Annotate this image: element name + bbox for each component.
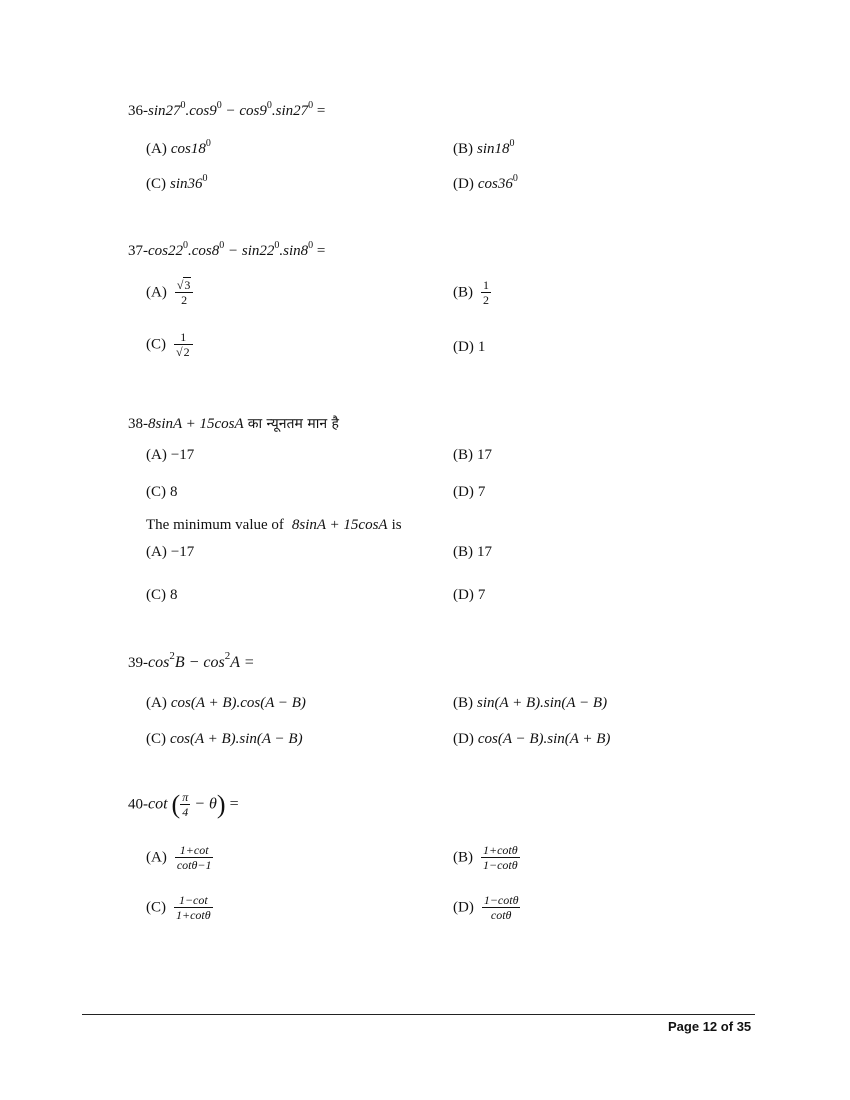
option-label: (A)	[146, 141, 167, 157]
fraction-numerator: 1+cot	[175, 843, 214, 858]
degree: 0	[512, 173, 518, 184]
expr-part: sin27	[148, 103, 181, 119]
option-b	[453, 543, 492, 561]
option-d	[453, 338, 485, 356]
degree: 0	[219, 240, 225, 251]
fraction-denominator: cotθ	[490, 908, 512, 922]
fraction-denominator: 4	[182, 805, 189, 819]
fraction-denominator: 1+cotθ	[176, 908, 211, 922]
fraction	[481, 278, 491, 308]
option-a	[146, 278, 193, 308]
question-36	[128, 102, 325, 120]
option-d	[453, 893, 520, 923]
expr-part: − θ	[194, 795, 217, 813]
expr-part: − sin22	[224, 243, 275, 259]
fraction-numerator: 1+cotθ	[483, 843, 518, 857]
option-label: (C)	[146, 587, 166, 603]
option-label: (C)	[146, 484, 166, 500]
option-label: (C)	[146, 176, 166, 192]
option-label: (D)	[453, 899, 474, 916]
fraction-denominator: 2	[183, 345, 190, 359]
degree: 0	[180, 100, 186, 111]
option-d	[453, 483, 485, 501]
degree: 0	[509, 138, 515, 149]
option-b	[453, 694, 607, 712]
option-c	[146, 586, 178, 604]
question-38	[128, 414, 339, 433]
fraction-denominator: 2	[181, 293, 188, 307]
option-text: cos(A − B).sin(A + B)	[477, 731, 611, 747]
option-text: −17	[170, 447, 195, 463]
degree: 0	[216, 100, 222, 111]
expr-part: − cos9	[221, 103, 267, 119]
degree: 0	[202, 173, 208, 184]
fraction	[482, 893, 521, 923]
question-40	[128, 790, 239, 820]
expr-part: =	[313, 243, 326, 259]
option-d	[453, 730, 610, 748]
option-d	[453, 586, 485, 604]
expr-part: cos22	[148, 243, 183, 259]
option-text: cos(A + B).sin(A − B)	[170, 731, 303, 747]
question-37	[128, 242, 325, 260]
question-prefix: The minimum value of	[146, 517, 284, 533]
page-prefix: Page	[668, 1019, 700, 1034]
option-d	[453, 175, 518, 193]
function-name: cot	[148, 795, 168, 813]
fraction-numerator: 1	[483, 278, 489, 292]
fraction-denominator: 1−cotθ	[483, 858, 518, 872]
option-text: 17	[477, 447, 492, 463]
option-c	[146, 893, 213, 923]
fraction	[180, 790, 190, 820]
degree: 0	[308, 240, 314, 251]
option-text: 8	[170, 587, 178, 603]
fraction-numerator: 1−cot	[174, 893, 213, 908]
option-text: 1	[477, 339, 486, 355]
option-label: (B)	[453, 849, 473, 866]
option-label: (B)	[453, 141, 473, 157]
option-text: cos(A + B).cos(A − B)	[170, 695, 306, 711]
option-a	[146, 446, 194, 464]
option-label: (A)	[146, 447, 167, 463]
open-paren: (	[171, 790, 181, 819]
option-label: (D)	[453, 484, 474, 500]
expr-part: .sin27	[271, 103, 309, 119]
option-b	[453, 140, 515, 158]
option-c	[146, 330, 193, 360]
option-label: (D)	[453, 587, 474, 603]
expr-part: B − cos	[174, 654, 225, 671]
expr-part: A =	[230, 654, 255, 671]
option-label: (B)	[453, 447, 473, 463]
option-text: 17	[477, 544, 492, 560]
fraction	[174, 893, 213, 923]
question-number: 39-	[128, 655, 148, 671]
question-expression: 8sinA + 15cosA	[148, 416, 244, 432]
option-label: (A)	[146, 544, 167, 560]
option-text: sin18	[477, 141, 510, 157]
page-total: 35	[736, 1019, 752, 1034]
option-label: (C)	[146, 731, 166, 747]
exponent: 2	[169, 650, 175, 662]
degree: 0	[266, 100, 272, 111]
question-number: 40-	[128, 796, 148, 813]
question-expression: 8sinA + 15cosA	[291, 517, 388, 533]
option-label: (C)	[146, 899, 166, 916]
option-a	[146, 694, 306, 712]
option-c	[146, 175, 208, 193]
question-text-english	[146, 516, 402, 534]
option-b	[453, 446, 492, 464]
option-a	[146, 843, 213, 873]
fraction-denominator: 2	[483, 293, 489, 307]
option-label: (B)	[453, 544, 473, 560]
option-text: 8	[170, 484, 178, 500]
fraction	[175, 843, 214, 873]
expr-part: .cos9	[185, 103, 217, 119]
expr-part: cos	[148, 654, 170, 671]
question-number: 36-	[128, 103, 148, 119]
page-current: 12	[702, 1019, 718, 1034]
close-paren: )	[216, 790, 226, 819]
sqrt-sign: √	[176, 278, 184, 292]
option-text: sin36	[170, 176, 203, 192]
fraction-numerator: 1−cotθ	[483, 893, 519, 907]
option-label: (A)	[146, 284, 167, 301]
option-label: (D)	[453, 176, 474, 192]
option-label: (B)	[453, 695, 473, 711]
question-39	[128, 650, 255, 672]
option-label: (C)	[146, 336, 166, 353]
fraction	[174, 330, 193, 360]
option-text: 7	[477, 484, 486, 500]
expr-part: =	[313, 103, 326, 119]
option-a	[146, 543, 194, 561]
page-of: of	[720, 1019, 734, 1034]
option-c	[146, 730, 303, 748]
option-c	[146, 483, 178, 501]
fraction-numerator: 1	[174, 330, 193, 345]
expr-part: .sin8	[279, 243, 309, 259]
option-text: 7	[477, 587, 486, 603]
degree: 0	[183, 240, 188, 251]
page-number	[668, 1019, 751, 1034]
option-b	[453, 843, 520, 873]
exponent: 2	[224, 650, 231, 662]
degree: 0	[308, 100, 314, 111]
question-suffix: is	[391, 517, 402, 533]
fraction	[481, 843, 520, 873]
fraction-numerator: π	[182, 790, 189, 804]
footer-divider	[82, 1014, 755, 1015]
sqrt-sign: √	[176, 345, 183, 359]
fraction	[175, 278, 194, 308]
option-label: (A)	[146, 849, 167, 866]
option-b	[453, 278, 491, 308]
option-text: cos18	[170, 141, 206, 157]
fraction-denominator: cotθ−1	[176, 858, 212, 872]
option-label: (A)	[146, 695, 167, 711]
question-text-hindi: का न्यूनतम मान है	[247, 416, 339, 432]
option-text: sin(A + B).sin(A − B)	[477, 695, 608, 711]
option-label: (D)	[453, 731, 474, 747]
option-label: (B)	[453, 284, 473, 301]
option-text: −17	[170, 544, 195, 560]
option-label: (D)	[453, 339, 474, 355]
expr-part: .cos8	[188, 243, 220, 259]
equals-sign: =	[229, 795, 239, 813]
degree: 0	[274, 240, 280, 251]
option-a	[146, 140, 211, 158]
question-number: 37-	[128, 243, 148, 259]
fraction-numerator: 3	[184, 278, 191, 292]
degree: 0	[205, 138, 211, 149]
option-text: cos36	[477, 176, 513, 192]
question-number: 38-	[128, 416, 148, 432]
